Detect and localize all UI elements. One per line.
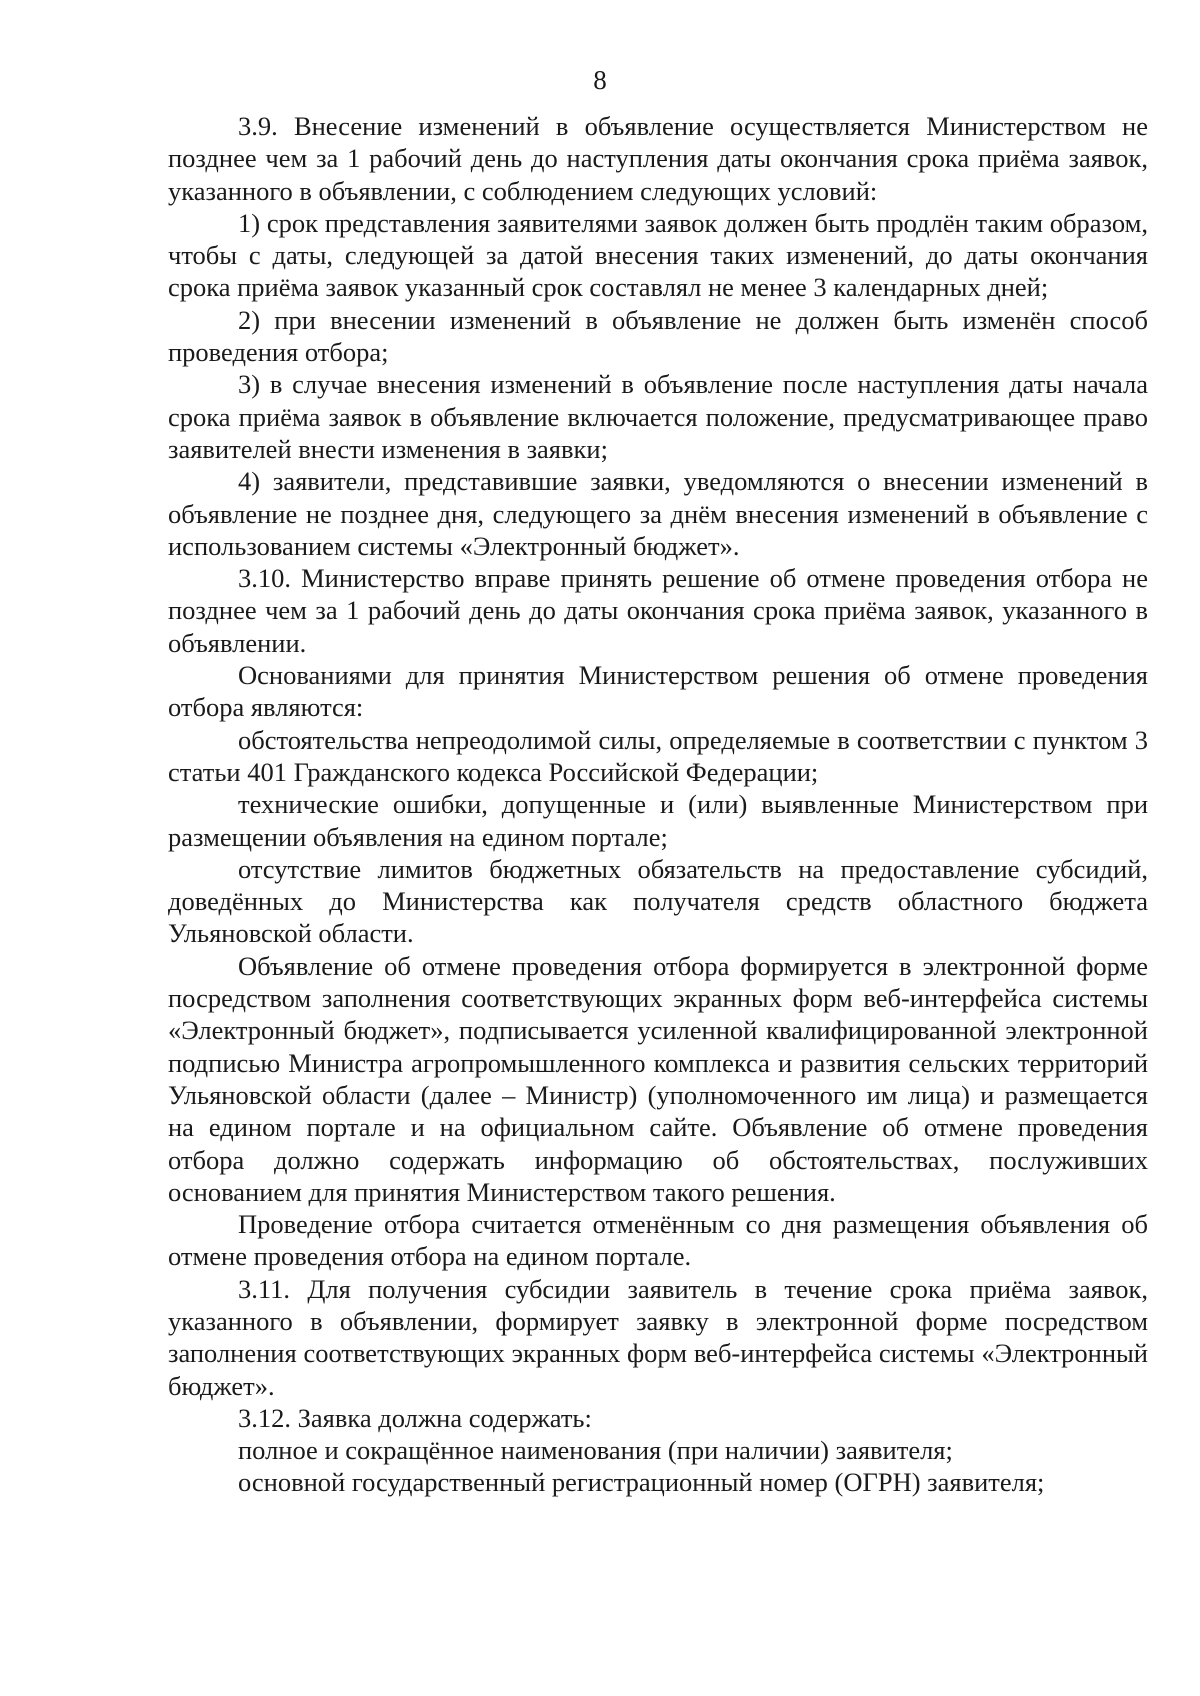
ground-force-majeure: обстоятельства непреодолимой силы, определяемые в соответствии с пунктом 3 статьи 401 Гражданского кодекса Российской Федерации;	[168, 724, 1148, 787]
condition-4: 4) заявители, представившие заявки, уведомляются о внесении изменений в объявление не позднее дня, следующего за днём внесения изменений в объявление с использованием системы «Электронный бюджет».	[168, 466, 1148, 561]
condition-2: 2) при внесении изменений в объявление не должен быть изменён способ проведения отбора;	[168, 304, 1148, 368]
page-number: 8	[593, 65, 607, 95]
paragraph-3-10: 3.10. Министерство вправе принять решение об отмене проведения отбора не позднее чем за 1 рабочий день до даты окончания срока приёма заявок, указанного в объявлении.	[168, 563, 1148, 658]
paragraph-3-9: 3.9. Внесение изменений в объявление осуществляется Министерством не позднее чем за 1 рабочий день до наступления даты окончания срока приёма заявок, указанного в объявлении, с соблюдением следующих условий:	[168, 111, 1148, 206]
cancellation-grounds-intro: Основаниями для принятия Министерством решения об отмене проведения отбора являются:	[168, 660, 1148, 723]
application-item-name: полное и сокращённое наименования (при наличии) заявителя;	[238, 1435, 953, 1466]
condition-1: 1) срок представления заявителями заявок должен быть продлён таким образом, чтобы с даты, следующей за датой внесения таких изменений, до даты окончания срока приёма заявок указанный срок составлял не менее 3 календарных дней;	[168, 207, 1148, 303]
cancellation-announcement: Объявление об отмене проведения отбора формируется в электронной форме посредством заполнения соответствующих экранных форм веб-интерфейса системы «Электронный бюджет», подписывается усиленной квалифицированной электронной подписью Министра агропромышленного комплекса и развития сельских территорий Ульяновской области (далее – Министр) (уполномоченного им лица) и размещается на едином портале и на официальном сайте. Объявление об отмене проведения отбора должно содержать информацию об обстоятельствах, послуживших основанием для принятия Министерством такого решения.	[168, 950, 1148, 1207]
document-body	[168, 110, 1148, 1499]
cancellation-effective: Проведение отбора считается отменённым со дня размещения объявления об отмене проведения отбора на едином портале.	[168, 1209, 1148, 1272]
ground-technical-errors: технические ошибки, допущенные и (или) выявленные Министерством при размещении объявления на едином портале;	[168, 789, 1148, 852]
paragraph-3-12: 3.12. Заявка должна содержать:	[238, 1402, 592, 1433]
paragraph-3-11: 3.11. Для получения субсидии заявитель в течение срока приёма заявок, указанного в объявлении, формирует заявку в электронной форме посредством заполнения соответствующих экранных форм веб-интерфейса системы «Электронный бюджет».	[168, 1273, 1148, 1401]
ground-no-budget-limits: отсутствие лимитов бюджетных обязательств на предоставление субсидий, доведённых до Министерства как получателя средств областного бюджета Ульяновской области.	[168, 853, 1148, 949]
condition-3: 3) в случае внесения изменений в объявление после наступления даты начала срока приёма заявок в объявление включается положение, предусматривающее право заявителей внести изменения в заявки;	[168, 369, 1148, 464]
application-item-ogrn: основной государственный регистрационный номер (ОГРН) заявителя;	[238, 1467, 1045, 1498]
